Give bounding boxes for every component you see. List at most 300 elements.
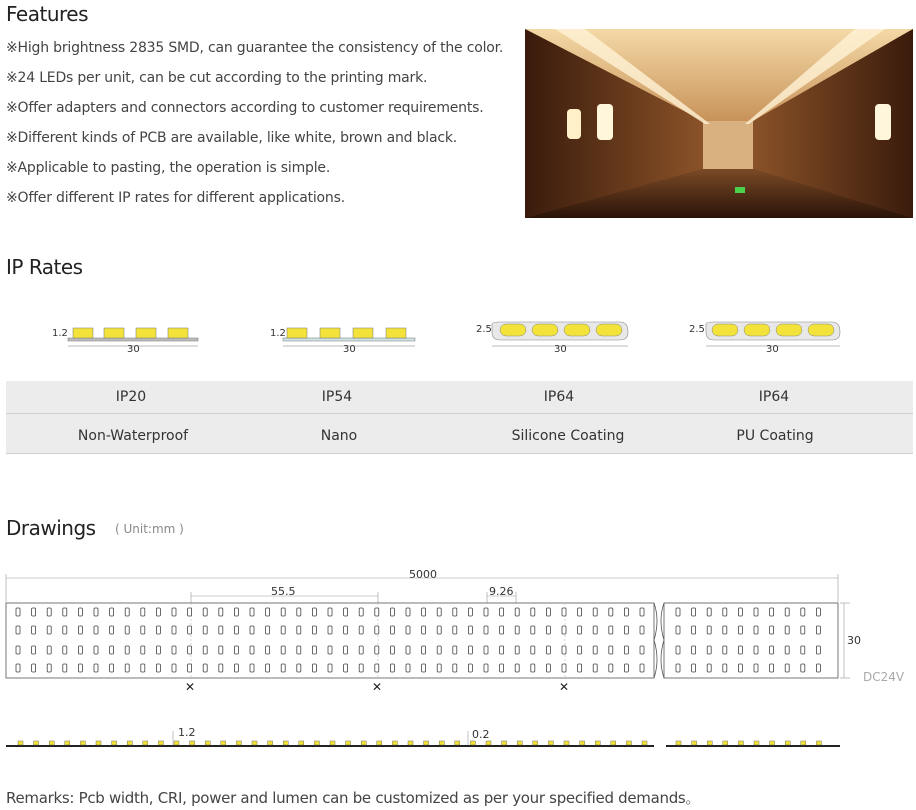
led-chip (640, 608, 644, 616)
led-chip (609, 664, 613, 672)
led-chip (578, 608, 582, 616)
led-chip (47, 664, 51, 672)
led-chip (546, 626, 550, 634)
led-chip (754, 608, 758, 616)
led-chip (78, 646, 82, 654)
led-chip (723, 664, 727, 672)
led-chip (156, 664, 160, 672)
led-chip (707, 626, 711, 634)
led-chip (676, 646, 680, 654)
led-chip (125, 646, 129, 654)
led-chip (156, 608, 160, 616)
led-chip (375, 664, 379, 672)
led-chip (785, 646, 789, 654)
led-chip (219, 626, 223, 634)
led-chip (328, 626, 332, 634)
feature-item: ※Different kinds of PCB are available, like white, brown and black. (6, 130, 457, 146)
led-chip (63, 646, 67, 654)
led-chip (562, 608, 566, 616)
led-chip (78, 626, 82, 634)
led-chip (234, 664, 238, 672)
led-chip (816, 646, 820, 654)
unit-label: ( Unit:mm ) (115, 522, 184, 536)
led-chip (312, 646, 316, 654)
ip-type-cell: PU Coating (736, 428, 814, 444)
side-led-chip (361, 741, 366, 745)
led-chip (344, 608, 348, 616)
led-chip (250, 646, 254, 654)
led-chip (624, 646, 628, 654)
ip-rate-row (6, 389, 913, 409)
led-chip (754, 646, 758, 654)
led-chip (816, 626, 820, 634)
side-led-chip (127, 741, 132, 745)
led-chip (692, 608, 696, 616)
led-chip (707, 664, 711, 672)
strip-top-view (0, 570, 916, 690)
led-chip (406, 646, 410, 654)
led-chip (676, 626, 680, 634)
led-chip (266, 646, 270, 654)
led-chip (281, 646, 285, 654)
side-led-chip (611, 741, 616, 745)
led-chip (531, 608, 535, 616)
led-chip (422, 664, 426, 672)
drawings-title: Drawings (6, 516, 96, 540)
led-chip (344, 664, 348, 672)
led-chip (692, 664, 696, 672)
led-chip (437, 646, 441, 654)
led-chip (484, 646, 488, 654)
led-chip (500, 608, 504, 616)
width-label: 30 (847, 634, 861, 647)
led-chip (250, 664, 254, 672)
led-chip (94, 646, 98, 654)
led-chip (141, 664, 145, 672)
led-chip (593, 608, 597, 616)
led-chip (16, 664, 20, 672)
ip64-silicone-profile (492, 322, 628, 346)
side-led-chip (221, 741, 226, 745)
ip-rate-cell: IP20 (115, 389, 147, 405)
led-chip (562, 664, 566, 672)
led-chip (484, 626, 488, 634)
led-chip (375, 646, 379, 654)
led-chip (500, 664, 504, 672)
side-led-chip (692, 741, 697, 745)
features-title: Features (6, 2, 88, 26)
led-chip (531, 626, 535, 634)
led-chip (723, 626, 727, 634)
ip-rate-cell: IP64 (543, 389, 575, 405)
led-chip (16, 608, 20, 616)
ip64-pu-width-label: 30 (766, 344, 779, 355)
led-chip (16, 646, 20, 654)
led-chip (203, 646, 207, 654)
led-chip (32, 626, 36, 634)
cut-mark-icon: ✕ (185, 680, 196, 694)
side-led-chip (346, 741, 351, 745)
side-led-chip (517, 741, 522, 745)
led-chip (754, 626, 758, 634)
led-chip (78, 608, 82, 616)
led-chip (375, 608, 379, 616)
led-chip (172, 646, 176, 654)
side-led-chip (392, 741, 397, 745)
led-chip (640, 646, 644, 654)
feature-item: ※24 LEDs per unit, can be cut according to the printing mark. (6, 70, 428, 86)
side-led-chip (268, 741, 273, 745)
side-led-chip (112, 741, 117, 745)
led-chip (578, 664, 582, 672)
led-chip (141, 626, 145, 634)
led-chip (219, 646, 223, 654)
led-chip (172, 626, 176, 634)
led-chip (359, 646, 363, 654)
voltage-label: DC24V (863, 670, 905, 684)
led-chip (562, 646, 566, 654)
ip54-height-label: 1.2 (270, 328, 286, 339)
led-chip (453, 608, 457, 616)
led-chip (406, 626, 410, 634)
led-chip (531, 646, 535, 654)
led-chip (468, 626, 472, 634)
led-chip (816, 608, 820, 616)
led-chip (609, 608, 613, 616)
led-chip (546, 646, 550, 654)
led-chip (47, 608, 51, 616)
led-chip (515, 626, 519, 634)
led-chip (219, 664, 223, 672)
led-chip (406, 664, 410, 672)
side-led-chip (486, 741, 491, 745)
side-led-chip (314, 741, 319, 745)
cut-mark-icon: ✕ (559, 680, 570, 694)
led-chip (188, 626, 192, 634)
side-led-chip (564, 741, 569, 745)
led-chip (723, 646, 727, 654)
led-chip (156, 646, 160, 654)
led-chip (172, 608, 176, 616)
side-led-chip (299, 741, 304, 745)
led-chip (78, 664, 82, 672)
strip-side-view (0, 725, 916, 755)
led-chip (375, 626, 379, 634)
corridor-photo (525, 29, 913, 218)
led-chip (344, 626, 348, 634)
led-chip (801, 626, 805, 634)
led-chip (578, 646, 582, 654)
side-led-chip (642, 741, 647, 745)
led-chip (437, 608, 441, 616)
feature-item: ※Offer adapters and connectors according to customer requirements. (6, 100, 484, 116)
led-chip (531, 664, 535, 672)
led-chip (203, 608, 207, 616)
led-chip (609, 626, 613, 634)
side-led-chip (785, 741, 790, 745)
led-chip (266, 608, 270, 616)
side-led-chip (96, 741, 101, 745)
led-chip (484, 664, 488, 672)
led-chip (328, 608, 332, 616)
led-chip (203, 664, 207, 672)
led-chip (406, 608, 410, 616)
feature-item: ※High brightness 2835 SMD, can guarantee the consistency of the color. (6, 40, 504, 56)
led-chip (312, 664, 316, 672)
led-chip (422, 608, 426, 616)
led-chip (297, 646, 301, 654)
ip-rate-cell: IP64 (758, 389, 790, 405)
led-chip (707, 646, 711, 654)
remarks-text: Remarks: Pcb width, CRI, power and lumen can be customized as per your specified demands。 (6, 789, 701, 807)
led-chip (785, 608, 789, 616)
side-led-chip (801, 741, 806, 745)
side-led-chip (18, 741, 23, 745)
led-chip (32, 646, 36, 654)
led-chip (500, 626, 504, 634)
thickness-label: 1.2 (178, 726, 196, 739)
side-led-chip (283, 741, 288, 745)
led-chip (344, 646, 348, 654)
led-chip (234, 626, 238, 634)
side-led-chip (533, 741, 538, 745)
led-chip (468, 646, 472, 654)
led-chip (390, 664, 394, 672)
cut-length-label: 55.5 (271, 585, 296, 598)
led-chip (770, 626, 774, 634)
side-led-chip (424, 741, 429, 745)
side-led-chip (548, 741, 553, 745)
feature-item: ※Offer different IP rates for different applications. (6, 190, 345, 206)
ip-profile-diagrams (0, 310, 916, 365)
led-chip (234, 608, 238, 616)
led-chip (692, 646, 696, 654)
led-chip (281, 664, 285, 672)
side-led-chip (252, 741, 257, 745)
ip-rates-title: IP Rates (6, 255, 83, 279)
led-chip (437, 664, 441, 672)
led-chip (738, 646, 742, 654)
side-led-chip (205, 741, 210, 745)
led-chip (707, 608, 711, 616)
ip64-pu-height-label: 2.5 (689, 324, 705, 335)
side-led-chip (676, 741, 681, 745)
ip54-width-label: 30 (343, 344, 356, 355)
led-chip (770, 608, 774, 616)
led-chip (203, 626, 207, 634)
led-chip (94, 626, 98, 634)
led-chip (422, 626, 426, 634)
side-led-chip (816, 741, 821, 745)
led-chip (63, 626, 67, 634)
side-led-chip (143, 741, 148, 745)
led-chip (676, 608, 680, 616)
led-chip (125, 664, 129, 672)
led-chip (312, 608, 316, 616)
side-led-chip (754, 741, 759, 745)
length-label: 5000 (409, 568, 437, 581)
led-chip (738, 626, 742, 634)
led-chip (63, 664, 67, 672)
led-chip (723, 608, 727, 616)
led-chip (359, 626, 363, 634)
led-chip (801, 646, 805, 654)
led-chip (32, 608, 36, 616)
led-chip (500, 646, 504, 654)
features-list (6, 33, 503, 213)
led-chip (754, 664, 758, 672)
led-chip (297, 664, 301, 672)
led-chip (785, 664, 789, 672)
led-chip (785, 626, 789, 634)
led-chip (453, 664, 457, 672)
side-led-chip (236, 741, 241, 745)
led-chip (47, 646, 51, 654)
ip-type-cell: Silicone Coating (511, 428, 625, 444)
led-chip (593, 626, 597, 634)
led-chip (640, 664, 644, 672)
side-led-chip (65, 741, 70, 745)
led-chip (624, 608, 628, 616)
ip20-width-label: 30 (127, 344, 140, 355)
led-chip (16, 626, 20, 634)
led-chip (738, 608, 742, 616)
led-chip (94, 664, 98, 672)
led-chip (63, 608, 67, 616)
led-chip (281, 626, 285, 634)
side-led-chip (455, 741, 460, 745)
led-chip (453, 626, 457, 634)
led-chip (676, 664, 680, 672)
ip-type-cell: Non-Waterproof (77, 428, 189, 444)
led-chip (141, 608, 145, 616)
led-chip (359, 608, 363, 616)
ip-rate-cell: IP54 (321, 389, 353, 405)
led-chip (110, 646, 114, 654)
led-chip (188, 664, 192, 672)
led-chip (593, 646, 597, 654)
led-chip (624, 626, 628, 634)
led-chip (816, 664, 820, 672)
side-led-chip (502, 741, 507, 745)
ip64-silicone-height-label: 2.5 (476, 324, 492, 335)
led-chip (468, 664, 472, 672)
led-chip (578, 626, 582, 634)
led-chip (328, 664, 332, 672)
led-chip (47, 626, 51, 634)
led-chip (390, 646, 394, 654)
led-chip (250, 608, 254, 616)
led-chip (219, 608, 223, 616)
led-chip (390, 626, 394, 634)
led-chip (437, 626, 441, 634)
ip-type-row (6, 428, 913, 448)
led-chip (266, 664, 270, 672)
led-chip (546, 664, 550, 672)
led-chip (546, 608, 550, 616)
side-led-chip (377, 741, 382, 745)
side-led-chip (723, 741, 728, 745)
ip64-silicone-width-label: 30 (554, 344, 567, 355)
led-chip (770, 664, 774, 672)
led-chip (484, 608, 488, 616)
led-chip (312, 626, 316, 634)
led-chip (281, 608, 285, 616)
table-bottom-border (6, 453, 913, 454)
ip64-pu-profile (706, 322, 840, 346)
side-led-chip (80, 741, 85, 745)
led-chip (297, 608, 301, 616)
side-led-chip (49, 741, 54, 745)
side-led-chip (626, 741, 631, 745)
side-led-chip (408, 741, 413, 745)
led-chip (110, 608, 114, 616)
led-chip (801, 608, 805, 616)
feature-item: ※Applicable to pasting, the operation is simple. (6, 160, 331, 176)
led-chip (94, 608, 98, 616)
led-chip (515, 608, 519, 616)
led-chip (468, 608, 472, 616)
side-led-chip (770, 741, 775, 745)
led-chip (141, 646, 145, 654)
led-chip (125, 608, 129, 616)
led-chip (266, 626, 270, 634)
side-led-chip (595, 741, 600, 745)
led-chip (692, 626, 696, 634)
side-led-chip (190, 741, 195, 745)
led-chip (156, 626, 160, 634)
led-chip (32, 664, 36, 672)
led-chip (328, 646, 332, 654)
side-led-chip (439, 741, 444, 745)
led-chip (172, 664, 176, 672)
led-chip (515, 664, 519, 672)
led-chip (453, 646, 457, 654)
side-led-chip (174, 741, 179, 745)
side-led-chip (330, 741, 335, 745)
led-chip (624, 664, 628, 672)
led-chip (250, 626, 254, 634)
cut-mark-icon: ✕ (372, 680, 383, 694)
led-chip (562, 626, 566, 634)
led-chip (770, 646, 774, 654)
led-chip (188, 646, 192, 654)
ip-type-cell: Nano (320, 428, 358, 444)
led-chip (297, 626, 301, 634)
led-chip (422, 646, 426, 654)
side-led-chip (470, 741, 475, 745)
led-chip (609, 646, 613, 654)
led-chip (110, 664, 114, 672)
led-chip (359, 664, 363, 672)
gap-label: 0.2 (472, 728, 490, 741)
side-led-chip (738, 741, 743, 745)
pitch-label: 9.26 (489, 585, 514, 598)
led-chip (801, 664, 805, 672)
led-chip (234, 646, 238, 654)
led-chip (390, 608, 394, 616)
led-chip (515, 646, 519, 654)
led-chip (593, 664, 597, 672)
side-led-chip (34, 741, 39, 745)
led-chip (640, 626, 644, 634)
side-led-chip (707, 741, 712, 745)
led-chip (188, 608, 192, 616)
ip20-height-label: 1.2 (52, 328, 68, 339)
led-chip (110, 626, 114, 634)
led-chip (125, 626, 129, 634)
led-chip (738, 664, 742, 672)
